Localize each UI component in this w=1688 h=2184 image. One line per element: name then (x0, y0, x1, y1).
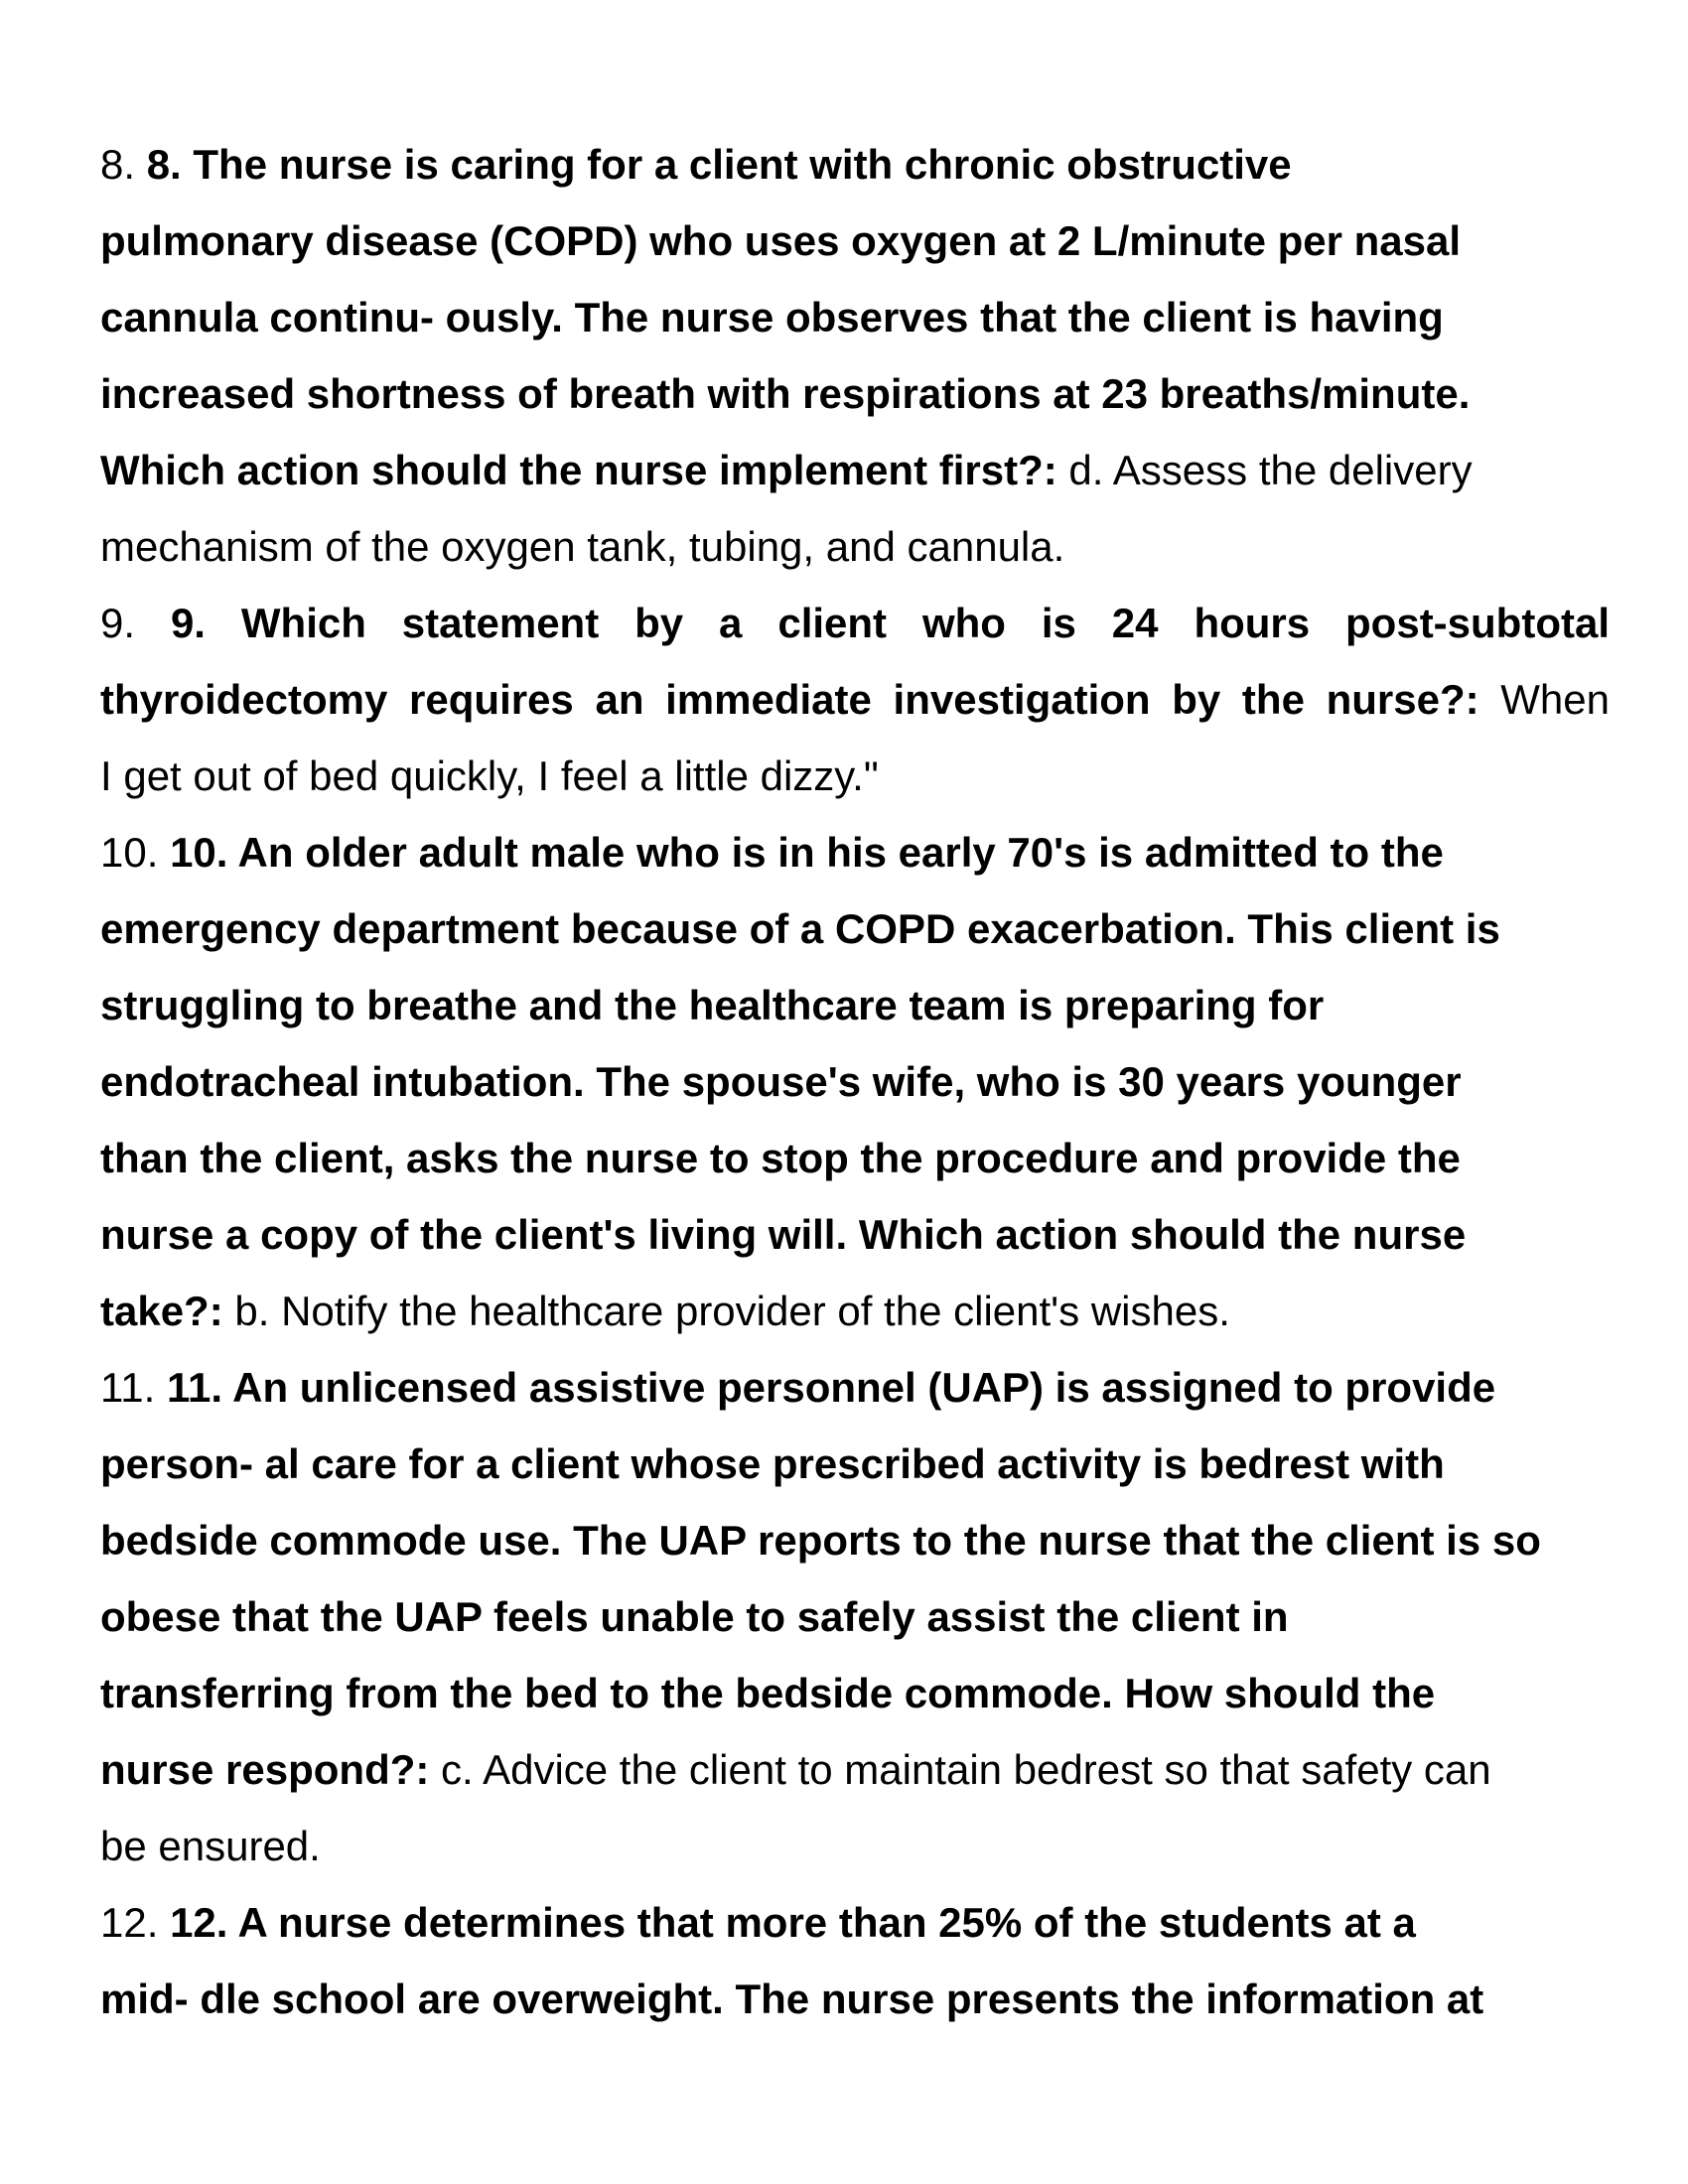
question-text: pulmonary disease (COPD) who uses oxygen at 2 L/minute per nasal (100, 217, 1462, 264)
list-number: 9. (100, 600, 171, 646)
question-text: increased shortness of breath with respirations at 23 breaths/minute. (100, 370, 1471, 417)
list-number: 10. (100, 829, 171, 876)
question-text: cannula continu- ously. The nurse observes that the client is having (100, 294, 1444, 341)
text-line (100, 1731, 1610, 1808)
text-line (100, 1273, 1610, 1349)
question-text: obese that the UAP feels unable to safely assist the client in (100, 1593, 1289, 1640)
text-line (100, 432, 1610, 508)
question-text: 8. The nurse is caring for a client with chronic obstructive (146, 141, 1292, 188)
answer-text: mechanism of the oxygen tank, tubing, and cannula. (100, 523, 1065, 570)
question-text: nurse a copy of the client's living will. Which action should the nurse (100, 1211, 1467, 1258)
question-text: bedside commode use. The UAP reports to the nurse that the client is so (100, 1517, 1541, 1564)
answer-text: d. Assess the delivery (1068, 447, 1473, 493)
question-text: struggling to breathe and the healthcare team is preparing for (100, 982, 1325, 1028)
text-line (100, 814, 1610, 890)
list-number: 12. (100, 1899, 171, 1946)
answer-text: b. Notify the healthcare provider of the client's wishes. (234, 1288, 1230, 1334)
question-text: transferring from the bed to the bedside commode. How should the (100, 1670, 1436, 1716)
answer-text: c. Advice the client to maintain bedrest so that safety can (441, 1746, 1491, 1793)
question-text: thyroidectomy requires an immediate investigation by the nurse?: (100, 676, 1501, 723)
text-line (100, 1120, 1610, 1196)
text-line (100, 1961, 1610, 2037)
question-text: 10. An older adult male who is in his early 70's is admitted to the (170, 829, 1444, 876)
text-line (100, 1884, 1610, 1961)
question-text: than the client, asks the nurse to stop the procedure and provide the (100, 1135, 1461, 1181)
question-text: person- al care for a client whose prescribed activity is bedrest with (100, 1440, 1445, 1487)
document-body (100, 126, 1610, 2037)
answer-text: I get out of bed quickly, I feel a little dizzy." (100, 752, 879, 799)
text-line (100, 1578, 1610, 1655)
text-line (100, 1808, 1610, 1884)
question-text: endotracheal intubation. The spouse's wife, who is 30 years younger (100, 1058, 1462, 1105)
text-line (100, 890, 1610, 967)
question-text: 11. An unlicensed assistive personnel (UAP) is assigned to provide (166, 1364, 1496, 1411)
question-text: mid- dle school are overweight. The nurse presents the information at (100, 1976, 1484, 2022)
text-line (100, 738, 1610, 814)
text-line (100, 355, 1610, 432)
text-line (100, 585, 1610, 661)
text-line (100, 126, 1610, 203)
text-line (100, 1655, 1610, 1731)
text-line (100, 967, 1610, 1043)
text-line (100, 1502, 1610, 1578)
text-line (100, 203, 1610, 279)
text-line (100, 1349, 1610, 1426)
question-text: 9. Which statement by a client who is 24 hours post-subtotal (170, 600, 1610, 646)
text-line (100, 508, 1610, 585)
list-number: 11. (100, 1364, 167, 1411)
question-text: take?: (100, 1288, 235, 1334)
text-line (100, 279, 1610, 355)
answer-text: be ensured. (100, 1823, 321, 1869)
text-line (100, 1426, 1610, 1502)
text-line (100, 661, 1610, 738)
question-text: nurse respond?: (100, 1746, 442, 1793)
answer-text: When (1500, 676, 1610, 723)
question-text: 12. A nurse determines that more than 25% of the students at a (170, 1899, 1416, 1946)
list-number: 8. (100, 141, 147, 188)
text-line (100, 1043, 1610, 1120)
text-line (100, 1196, 1610, 1273)
question-text: Which action should the nurse implement first?: (100, 447, 1069, 493)
question-text: emergency department because of a COPD exacerbation. This client is (100, 905, 1500, 952)
